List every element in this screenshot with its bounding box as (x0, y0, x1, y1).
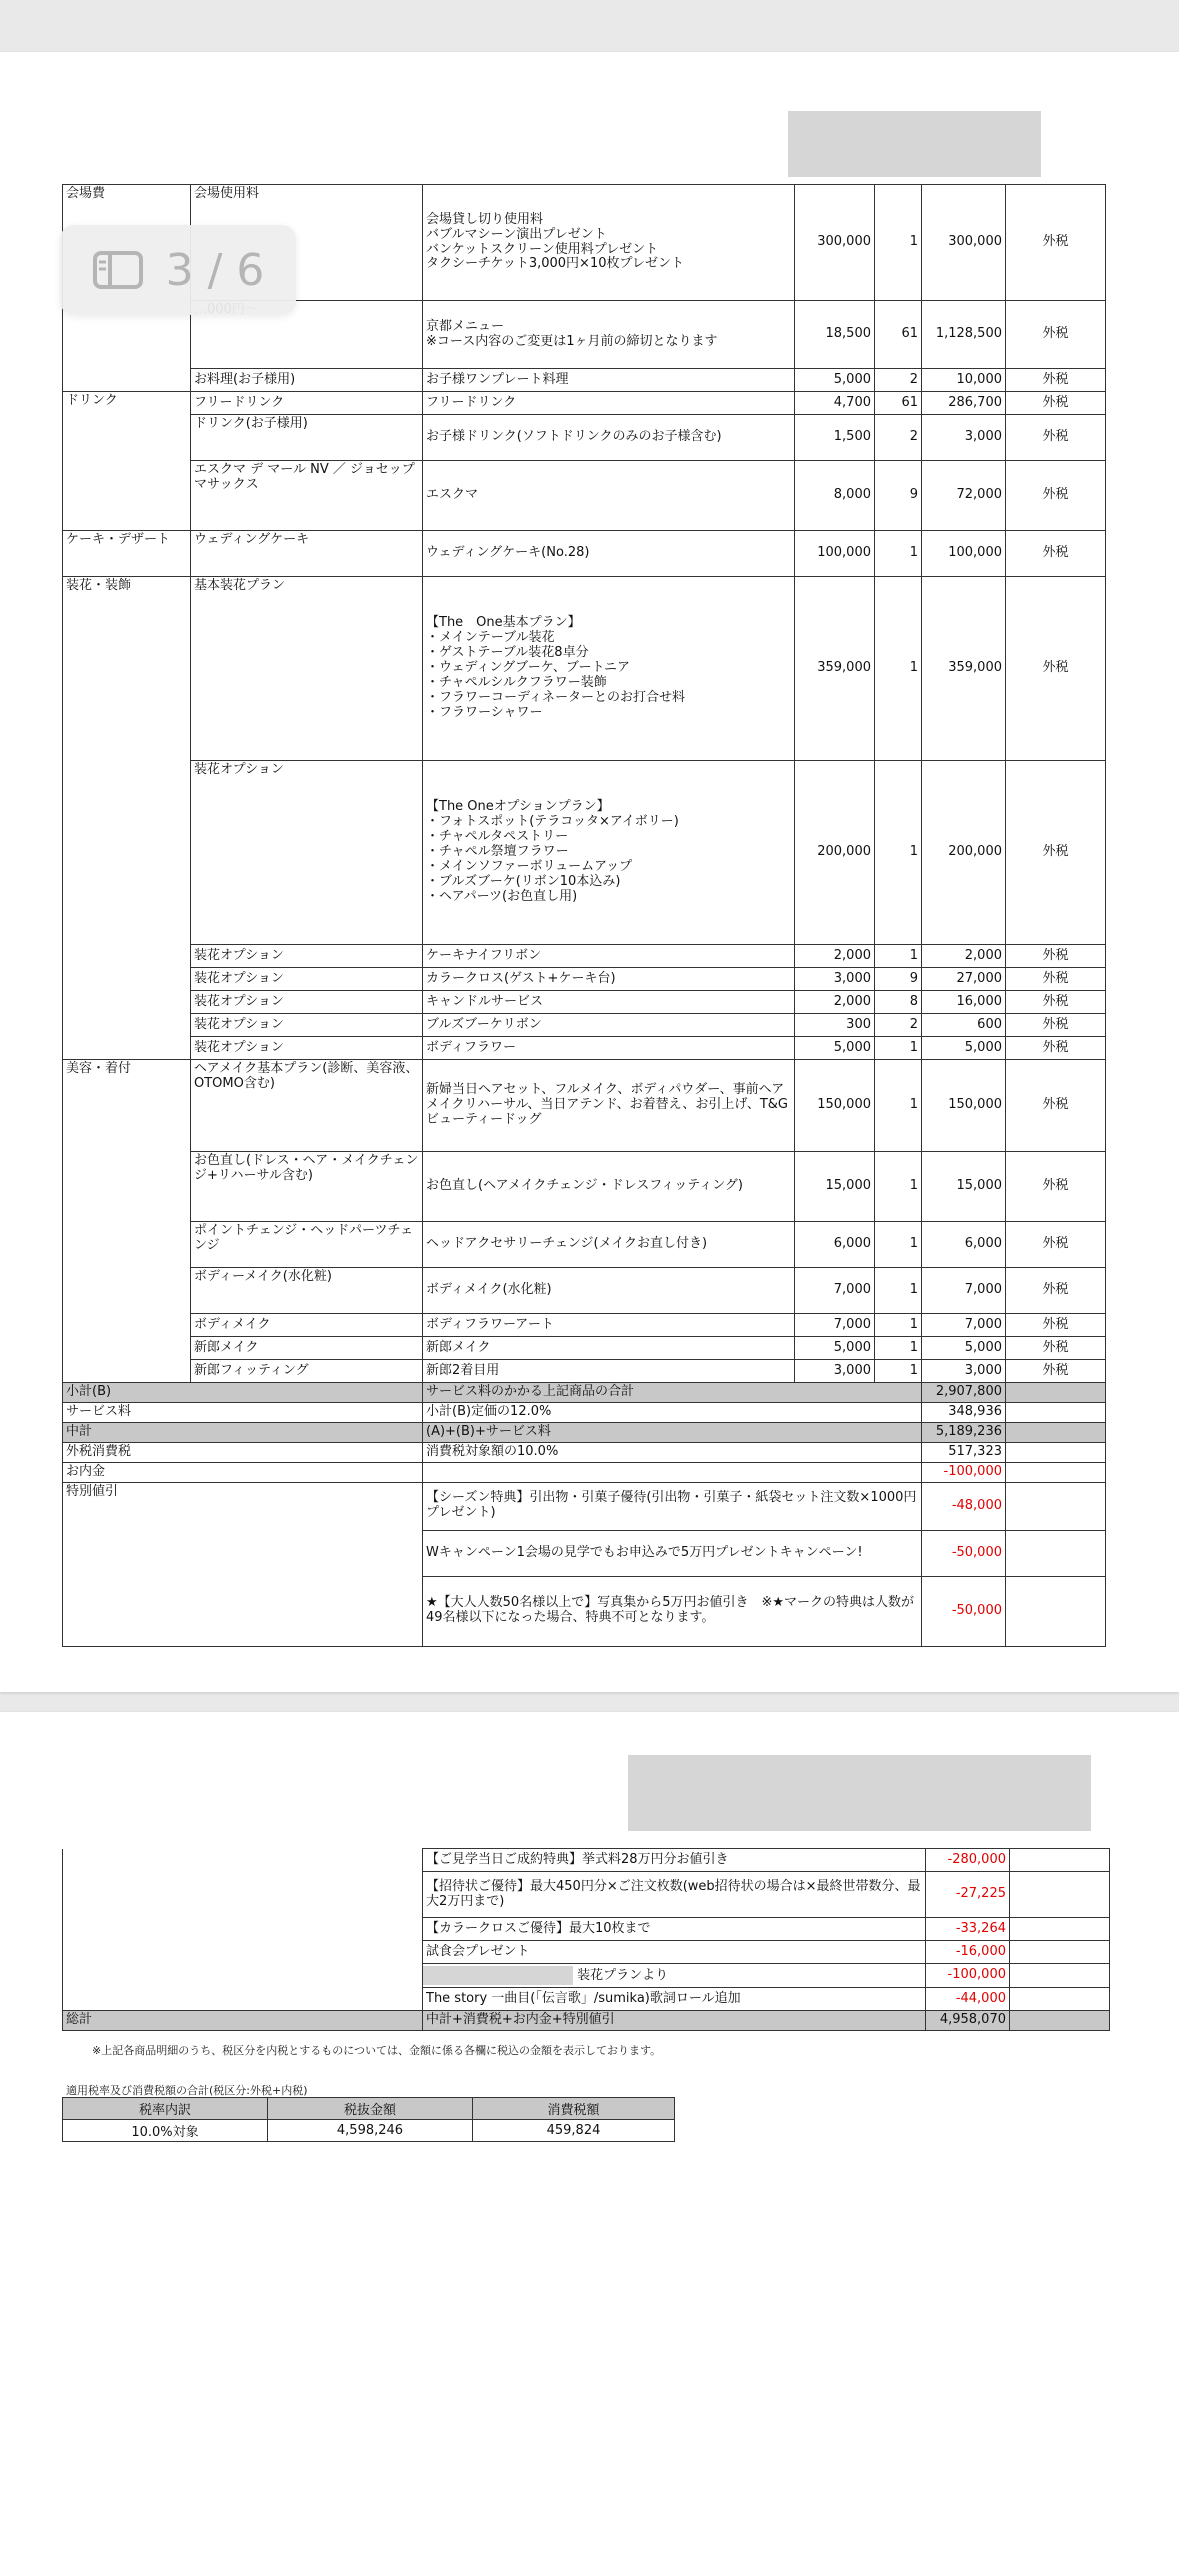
qty-cell: 2 (875, 369, 922, 392)
page-counter-text (166, 245, 265, 296)
qty-cell: 9 (875, 461, 922, 531)
amount-cell: 150,000 (922, 1060, 1006, 1152)
item-cell: お料理(お子様用) (191, 369, 423, 392)
amount-cell: 3,000 (922, 415, 1006, 461)
discount-desc: 試食会プレゼント (423, 1941, 926, 1964)
amount-cell: 5,000 (922, 1037, 1006, 1060)
item-cell: お色直し(ドレス・ヘア・メイクチェンジ+リハーサル含む) (191, 1152, 423, 1222)
discount-empty-cell (1010, 1918, 1110, 1941)
tax-type-cell: 外税 (1006, 369, 1106, 392)
discount-desc: The story 一曲目(「伝言歌」/sumika)歌詞ロール追加 (423, 1988, 926, 2011)
discount-desc-cell (423, 1964, 926, 1988)
detail-cell: フリードリンク (423, 392, 795, 415)
qty-cell: 1 (875, 577, 922, 761)
amount-cell: 200,000 (922, 761, 1006, 945)
qty-cell: 1 (875, 1314, 922, 1337)
table-row (63, 577, 1106, 761)
category-cell (63, 1314, 191, 1337)
detail-cell: ボディフラワー (423, 1037, 795, 1060)
tax-type-cell: 外税 (1006, 945, 1106, 968)
page-separator: / (207, 244, 223, 296)
discount-desc: ★【大人人数50名様以上で】写真集から5万円お値引き ※★マークの特典は人数が49名様以下になった場合、特典不可となります。 (423, 1576, 922, 1646)
discount-desc: 【カラークロスご優待】最大10枚まで (423, 1918, 926, 1941)
amount-cell: 7,000 (922, 1314, 1006, 1337)
redacted-block (423, 1966, 573, 1985)
price-cell: 3,000 (795, 1360, 875, 1383)
item-cell: 装花オプション (191, 1014, 423, 1037)
detail-cell: 新郎メイク (423, 1337, 795, 1360)
qty-cell: 61 (875, 301, 922, 369)
table-row (63, 1360, 1106, 1383)
table-row (63, 1337, 1106, 1360)
discount-empty-cell (1006, 1482, 1106, 1530)
detail-cell: ブルズブーケリボン (423, 1014, 795, 1037)
discount-desc: Wキャンペーン1会場の見学でもお申込みで5万円プレゼントキャンペーン! (423, 1530, 922, 1576)
price-cell: 300 (795, 1014, 875, 1037)
summary-empty-cell (1006, 1462, 1106, 1482)
discount-amount: -16,000 (926, 1941, 1010, 1964)
discount-amount: -33,264 (926, 1918, 1010, 1941)
detail-cell: エスクマ (423, 461, 795, 531)
table-row (63, 1014, 1106, 1037)
tax-type-cell: 外税 (1006, 301, 1106, 369)
tax-type-cell: 外税 (1006, 968, 1106, 991)
summary-desc: 小計(B)定価の12.0% (423, 1402, 922, 1422)
tax-type-cell: 外税 (1006, 1222, 1106, 1268)
price-cell: 5,000 (795, 1337, 875, 1360)
amount-cell: 6,000 (922, 1222, 1006, 1268)
detail-cell: 会場貸し切り使用料 バブルマシーン演出プレゼント バンケットスクリーン使用料プレゼント タクシーチケット3,000円×10枚プレゼント (423, 185, 795, 301)
discount-label: 特別値引 (63, 1482, 423, 1646)
tax-type-cell: 外税 (1006, 761, 1106, 945)
tax-type-cell: 外税 (1006, 461, 1106, 531)
qty-cell: 2 (875, 1014, 922, 1037)
price-cell: 300,000 (795, 185, 875, 301)
tax-data-row (63, 2120, 675, 2142)
tax-type-cell: 外税 (1006, 991, 1106, 1014)
discount-empty-cell (1010, 1872, 1110, 1918)
summary-desc: 消費税対象額の10.0% (423, 1442, 922, 1462)
tax-note: ※上記各商品明細のうち、税区分を内税とするものについては、金額に係る各欄に税込の金額を表示しております。 (92, 2044, 662, 2057)
tax-type-cell: 外税 (1006, 1337, 1106, 1360)
price-cell: 8,000 (795, 461, 875, 531)
discount-desc: 【シーズン特典】引出物・引菓子優待(引出物・引菓子・紙袋セット注文数×1000円プレゼント) (423, 1482, 922, 1530)
amount-cell: 10,000 (922, 369, 1006, 392)
amount-cell: 600 (922, 1014, 1006, 1037)
detail-cell: 【The Oneオプションプラン】 ・フォトスポット(テラコッタ×アイボリー) ・チャペルタペストリー ・チャペル祭壇フラワー ・メインソファーボリュームアップ ・ブルズブーケ(リボン10本込み) ・ヘアパーツ(お色直し用) (423, 761, 795, 945)
discount-empty-cell (1010, 1849, 1110, 1872)
detail-cell: ヘッドアクセサリーチェンジ(メイクお直し付き) (423, 1222, 795, 1268)
estimate-table (62, 184, 1106, 1647)
amount-cell: 2,000 (922, 945, 1006, 968)
tax-type-cell: 外税 (1006, 1360, 1106, 1383)
price-cell: 200,000 (795, 761, 875, 945)
qty-cell: 1 (875, 185, 922, 301)
amount-cell: 100,000 (922, 531, 1006, 577)
summary-amount: 2,907,800 (922, 1383, 1006, 1403)
discount-amount: -50,000 (922, 1576, 1006, 1646)
amount-cell: 300,000 (922, 185, 1006, 301)
item-cell: 装花オプション (191, 761, 423, 945)
discount-desc: 【ご見学当日ご成約特典】挙式料28万円分お値引き (423, 1849, 926, 1872)
tax-type-cell: 外税 (1006, 1014, 1106, 1037)
detail-cell: お子様ドリンク(ソフトドリンクのみのお子様含む) (423, 415, 795, 461)
detail-cell: お色直し(ヘアメイクチェンジ・ドレスフィッティング) (423, 1152, 795, 1222)
item-cell: 装花オプション (191, 945, 423, 968)
tax-type-cell: 外税 (1006, 185, 1106, 301)
item-cell: ヘアメイク基本プラン(診断、美容液、OTOMO含む) (191, 1060, 423, 1152)
item-cell: ドリンク(お子様用) (191, 415, 423, 461)
table-row (63, 1268, 1106, 1314)
category-cell (63, 1037, 191, 1060)
discount-desc: 【招待状ご優待】最大450円分×ご注文枚数(web招待状の場合は×最終世帯数分、最大2万円まで) (423, 1872, 926, 1918)
summary-amount: 5,189,236 (922, 1422, 1006, 1442)
price-cell: 6,000 (795, 1222, 875, 1268)
summary-row (63, 1422, 1106, 1442)
table-row (63, 761, 1106, 945)
table-row (63, 991, 1106, 1014)
tax-header-cell: 消費税額 (473, 2098, 675, 2120)
detail-cell: 京都メニュー ※コース内容のご変更は1ヶ月前の締切となります (423, 301, 795, 369)
category-cell (63, 1014, 191, 1037)
sidebar-panel-icon (92, 250, 144, 290)
document-page-2 (0, 1712, 1179, 2556)
summary-row (63, 1442, 1106, 1462)
summary-label: 中計 (63, 1422, 423, 1442)
item-cell: ボディメイク (191, 1314, 423, 1337)
category-cell (63, 1222, 191, 1268)
qty-cell: 1 (875, 531, 922, 577)
summary-empty-cell (1006, 1422, 1106, 1442)
price-cell: 2,000 (795, 945, 875, 968)
price-cell: 15,000 (795, 1152, 875, 1222)
page-counter[interactable] (60, 225, 296, 315)
category-cell (63, 461, 191, 531)
price-cell: 100,000 (795, 531, 875, 577)
amount-cell: 286,700 (922, 392, 1006, 415)
qty-cell: 1 (875, 1222, 922, 1268)
item-cell: エスクマ デ マール NV ／ ジョセップ マサックス (191, 461, 423, 531)
qty-cell: 9 (875, 968, 922, 991)
summary-desc: (A)+(B)+サービス料 (423, 1422, 922, 1442)
category-cell (63, 1152, 191, 1222)
estimate-table-continued (62, 1848, 1110, 2031)
discount-amount: -100,000 (926, 1964, 1010, 1988)
price-cell: 7,000 (795, 1268, 875, 1314)
qty-cell: 1 (875, 1360, 922, 1383)
category-cell: ドリンク (63, 392, 191, 415)
category-cell (63, 945, 191, 968)
discount-amount: -44,000 (926, 1988, 1010, 2011)
table-row (63, 415, 1106, 461)
summary-empty-cell (1006, 1383, 1106, 1403)
discount-row (63, 1482, 1106, 1530)
summary-row (63, 1462, 1106, 1482)
tax-excluded-amount-cell: 4,598,246 (268, 2120, 473, 2142)
price-cell: 4,700 (795, 392, 875, 415)
summary-row (63, 1402, 1106, 1422)
total-row (63, 2011, 1110, 2031)
qty-cell: 1 (875, 1268, 922, 1314)
discount-empty-cell (1006, 1576, 1106, 1646)
tax-header-cell: 税抜金額 (268, 2098, 473, 2120)
category-cell: 会場費 (63, 185, 191, 301)
detail-cell: ケーキナイフリボン (423, 945, 795, 968)
discount-amount: -50,000 (922, 1530, 1006, 1576)
qty-cell: 8 (875, 991, 922, 1014)
discount-empty-cell (1006, 1530, 1106, 1576)
price-cell: 1,500 (795, 415, 875, 461)
qty-cell: 2 (875, 415, 922, 461)
price-cell: 2,000 (795, 991, 875, 1014)
item-cell: 新郎フィッティング (191, 1360, 423, 1383)
item-cell: フリードリンク (191, 392, 423, 415)
price-cell: 18,500 (795, 301, 875, 369)
amount-cell: 3,000 (922, 1360, 1006, 1383)
table-row (63, 1060, 1106, 1152)
table-row (63, 945, 1106, 968)
total-desc: 中計+消費税+お内金+特別値引 (423, 2011, 926, 2031)
summary-label: 外税消費税 (63, 1442, 423, 1462)
tax-header-row (63, 2098, 675, 2120)
category-cell (63, 415, 191, 461)
category-cell (63, 991, 191, 1014)
table-row (63, 1222, 1106, 1268)
discount-empty-cell (1010, 1988, 1110, 2011)
amount-cell: 16,000 (922, 991, 1006, 1014)
price-cell: 359,000 (795, 577, 875, 761)
summary-desc (423, 1462, 922, 1482)
summary-label: 小計(B) (63, 1383, 423, 1403)
tax-type-cell: 外税 (1006, 392, 1106, 415)
item-cell: 基本装花プラン (191, 577, 423, 761)
amount-cell: 15,000 (922, 1152, 1006, 1222)
amount-cell: 72,000 (922, 461, 1006, 531)
tax-type-cell: 外税 (1006, 577, 1106, 761)
tax-type-cell: 外税 (1006, 1152, 1106, 1222)
summary-empty-cell (1006, 1402, 1106, 1422)
tax-rate-cell: 10.0%対象 (63, 2120, 268, 2142)
tax-amount-cell: 459,824 (473, 2120, 675, 2142)
tax-type-cell: 外税 (1006, 415, 1106, 461)
discount-amount: -48,000 (922, 1482, 1006, 1530)
redacted-block (628, 1755, 1091, 1831)
item-cell: 装花オプション (191, 968, 423, 991)
table-row (63, 531, 1106, 577)
qty-cell: 61 (875, 392, 922, 415)
discount-label-spacer (63, 1849, 423, 2011)
detail-cell: お子様ワンプレート料理 (423, 369, 795, 392)
category-cell (63, 1360, 191, 1383)
redacted-block (788, 111, 1041, 177)
amount-cell: 27,000 (922, 968, 1006, 991)
amount-cell: 359,000 (922, 577, 1006, 761)
tax-type-cell: 外税 (1006, 1268, 1106, 1314)
detail-cell: カラークロス(ゲスト+ケーキ台) (423, 968, 795, 991)
price-cell: 3,000 (795, 968, 875, 991)
qty-cell: 1 (875, 1337, 922, 1360)
item-cell: ボディーメイク(水化粧) (191, 1268, 423, 1314)
item-cell: 新郎メイク (191, 1337, 423, 1360)
tax-header-cell: 税率内訳 (63, 2098, 268, 2120)
summary-desc: サービス料のかかる上記商品の合計 (423, 1383, 922, 1403)
discount-row (63, 1849, 1110, 1872)
detail-cell: ボディフラワーアート (423, 1314, 795, 1337)
amount-cell: 7,000 (922, 1268, 1006, 1314)
summary-empty-cell (1006, 1442, 1106, 1462)
detail-cell: 【The One基本プラン】 ・メインテーブル装花 ・ゲストテーブル装花8卓分 ・ウェディングブーケ、ブートニア ・チャペルシルクフラワー装飾 ・フラワーコーディネーターとのお打合せ料 ・フラワーシャワー (423, 577, 795, 761)
item-cell: 装花オプション (191, 991, 423, 1014)
category-cell: 美容・着付 (63, 1060, 191, 1152)
price-cell: 5,000 (795, 1037, 875, 1060)
summary-amount: 517,323 (922, 1442, 1006, 1462)
table-row (63, 968, 1106, 991)
summary-label: サービス料 (63, 1402, 423, 1422)
detail-cell: 新郎2着目用 (423, 1360, 795, 1383)
detail-cell: 新婦当日ヘアセット、フルメイク、ボディパウダー、事前ヘアメイクリハーサル、当日アテンド、お着替え、お引上げ、T&Gビューティードッグ (423, 1060, 795, 1152)
summary-row (63, 1383, 1106, 1403)
item-cell: ポイントチェンジ・ヘッドパーツチェンジ (191, 1222, 423, 1268)
category-cell: 装花・装飾 (63, 577, 191, 761)
table-row (63, 1037, 1106, 1060)
price-cell: 150,000 (795, 1060, 875, 1152)
table-row (63, 392, 1106, 415)
detail-cell: ウェディングケーキ(No.28) (423, 531, 795, 577)
category-cell (63, 968, 191, 991)
total-pages: 6 (236, 244, 265, 296)
summary-label: お内金 (63, 1462, 423, 1482)
total-amount: 4,958,070 (926, 2011, 1010, 2031)
item-cell: ウェディングケーキ (191, 531, 423, 577)
item-cell: 装花オプション (191, 1037, 423, 1060)
tax-caption: 適用税率及び消費税額の合計(税区分:外税+内税) (66, 2084, 308, 2097)
discount-empty-cell (1010, 1941, 1110, 1964)
discount-empty-cell (1010, 1964, 1110, 1988)
amount-cell: 5,000 (922, 1337, 1006, 1360)
table-row (63, 461, 1106, 531)
item-cell: 会場使用料 (191, 185, 423, 301)
table-row (63, 369, 1106, 392)
detail-cell: キャンドルサービス (423, 991, 795, 1014)
price-cell: 5,000 (795, 369, 875, 392)
tax-type-cell: 外税 (1006, 531, 1106, 577)
category-cell (63, 1268, 191, 1314)
discount-amount: -27,225 (926, 1872, 1010, 1918)
qty-cell: 1 (875, 1037, 922, 1060)
tax-type-cell: 外税 (1006, 1314, 1106, 1337)
category-cell (63, 369, 191, 392)
price-cell: 7,000 (795, 1314, 875, 1337)
discount-desc: 装花プランより (577, 1968, 669, 1983)
category-cell (63, 761, 191, 945)
qty-cell: 1 (875, 945, 922, 968)
summary-amount: 348,936 (922, 1402, 1006, 1422)
qty-cell: 1 (875, 1060, 922, 1152)
summary-amount: -100,000 (922, 1462, 1006, 1482)
category-cell (63, 1337, 191, 1360)
discount-amount: -280,000 (926, 1849, 1010, 1872)
table-row (63, 1152, 1106, 1222)
amount-cell: 1,128,500 (922, 301, 1006, 369)
total-empty-cell (1010, 2011, 1110, 2031)
total-label: 総計 (63, 2011, 423, 2031)
current-page: 3 (165, 244, 194, 296)
detail-cell: ボディメイク(水化粧) (423, 1268, 795, 1314)
tax-type-cell: 外税 (1006, 1037, 1106, 1060)
tax-summary-table (62, 2097, 675, 2142)
category-cell: ケーキ・デザート (63, 531, 191, 577)
tax-type-cell: 外税 (1006, 1060, 1106, 1152)
qty-cell: 1 (875, 761, 922, 945)
qty-cell: 1 (875, 1152, 922, 1222)
table-row (63, 1314, 1106, 1337)
